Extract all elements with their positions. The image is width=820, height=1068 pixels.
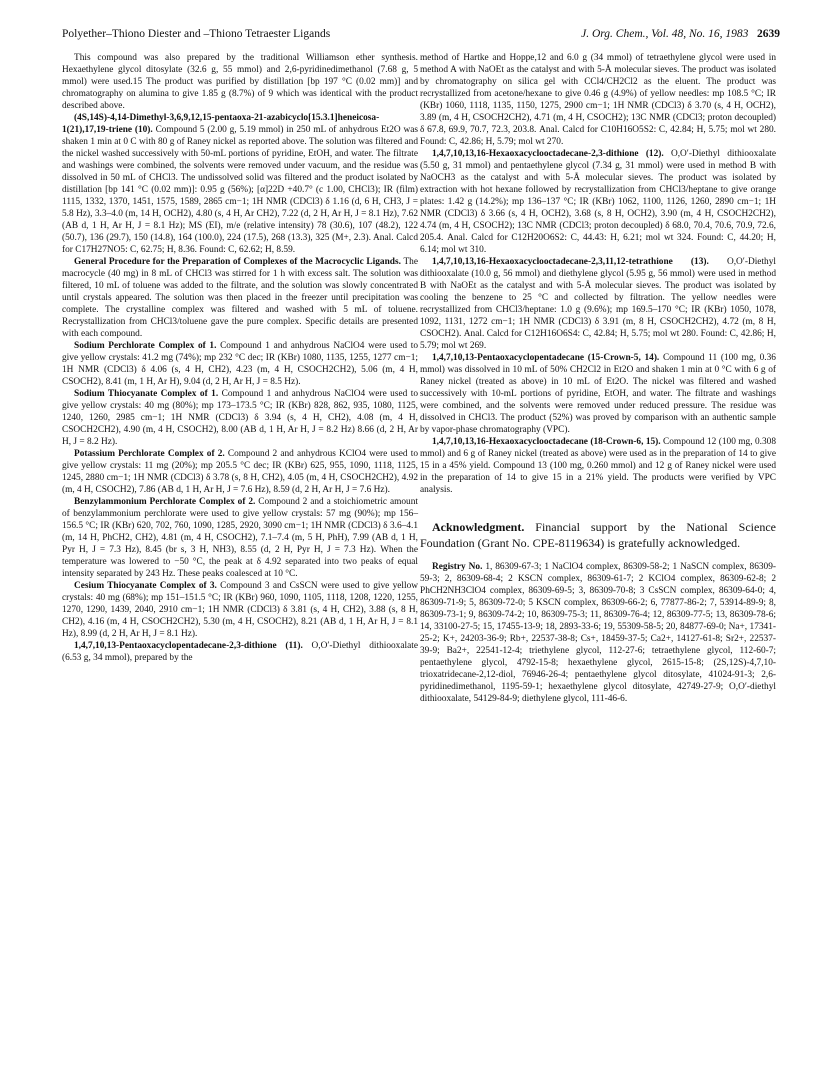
- paragraph: [62, 256, 418, 340]
- compound-heading: 1,4,7,10,13,16-Hexaoxacyclooctadecane-2,3-dithione (12).: [432, 149, 664, 159]
- paragraph-body: Compound 3 and CsSCN were used to give yellow crystals: 40 mg (68%); mp 151–151.5 °C; IR (KBr) 960, 1090, 1105, 1118, 1208, 1220, 1255, 1270, 1290, 1439, 2040, 2910 cm−1; 1H NMR (CDCl3) δ 3.81 (s, 4 H, CH2), 3.88 (s, 8 H, CH2), 4.16 (m, 4 H, CSOCH2CH2), 5.30 (m, 4 H, CSOCH2), 8.21 (AB d, 1 H, Ar H, J = 8.1 Hz), 8.99 (d, 2 H, Ar H, J = 8.1 Hz).: [62, 581, 418, 639]
- journal-citation: [581, 28, 780, 40]
- paragraph: [62, 640, 418, 664]
- right-column: [420, 52, 776, 705]
- journal-name: J. Org. Chem., Vol. 48, No. 16, 1983: [581, 28, 749, 40]
- registry-body: 1, 86309-67-3; 1 NaClO4 complex, 86309-58-2; 1 NaSCN complex, 86309-59-3; 2, 86309-68-4; 2 KSCN complex, 86309-61-7; 2 KClO4 complex, 86309-62-8; 2 PhCH2NH3ClO4 complex, 86309-69-5; 3, 86309-70-8; 3 CsSCN complex, 86309-64-0; 4, 86309-71-9; 5, 86309-72-0; 5 KSCN complex, 86309-66-2; 6, 77877-86-2; 7, 53914-89-9; 8, 86309-73-1; 9, 86309-74-2; 10, 86309-75-3; 11, 86309-76-4; 12, 86309-77-5; 13, 86309-78-6; 14, 33100-27-5; 15, 17455-13-9; 18, 2893-33-6; 19, 55309-58-5; 20, 84877-69-0; Na+, 17341-25-2; K+, 24203-36-9; Rb+, 22537-38-8; Cs+, 18459-37-5; Ca2+, 14127-61-8; Sr2+, 22537-39-9; Ba2+, 22541-12-4; triethylene glycol, 112-27-6; tetraethylene glycol, 112-60-7; pentaethylene glycol, 4792-15-8; hexaethylene glycol, 2615-15-8; (2S,12S)-4,7,10-trioxatridecane-2,12-diol, 76946-26-4; pentaethylene glycol ditosylate, 41024-91-3; 2,6-pyridinedimethanol, 1195-59-1; hexaethylene glycol ditosylate, 42749-27-9; O,O′-diethyl dithiooxalate, 54129-84-9; diethylene glycol, 111-46-6.: [420, 562, 776, 705]
- paragraph-body: Compound 2 and anhydrous KClO4 were used to give yellow crystals: 11 mg (20%); mp 205.5 °C dec; IR (KBr) 625, 955, 1090, 1118, 1125, 1245, 2880 cm−1; 1H NMR (CDCl3) δ 3.78 (s, 8 H, CH2), 4.05 (m, 4 H, CSOCH2CH2), 4.92 (m, 4 H, CSOCH2), 7.86 (AB d, 1 H, Ar H, J = 7.6 Hz), 8.59 (d, 2 H, Ar H, J = 7.6 Hz).: [62, 449, 418, 495]
- paragraph-body: Compound 11 (100 mg, 0.36 mmol) was dissolved in 10 mL of 50% CH2Cl2 in Et2O and shaken 1 min at 0 °C with 6 g of Raney nickel (treated as above) in 10 mL of Et2O. The nickel was filtered and washed successively with 10-mL portions of pyridine, EtOH, and water. The filtrate and washings were combined, and the solvents were removed under reduced pressure. The residue was dissolved in CHCl3. The product (52%) was proved by comparison with an authentic sample by vapor-phase chromatography (VPC).: [420, 353, 776, 435]
- complex-heading: Potassium Perchlorate Complex of 2.: [74, 449, 225, 459]
- registry-title: Registry No.: [432, 562, 483, 573]
- paragraph: [420, 148, 776, 256]
- complex-heading: Cesium Thiocyanate Complex of 3.: [74, 581, 217, 591]
- paragraph-body: Compound 1 and anhydrous NaClO4 were used to give yellow crystals: 41.2 mg (74%); mp 232 °C dec; IR (KBr) 1080, 1135, 1255, 1277 cm−1; 1H NMR (CDCl3) δ 4.06 (s, 4 H, CH2), 4.23 (m, 4 H, CSOCH2CH2), 5.06 (m, 4 H, CSOCH2), 8.41 (m, 1 H, Ar H), 9.04 (d, 2 H, Ar H, J = 8.5 Hz).: [62, 341, 418, 387]
- paragraph-body: The macrocycle (40 mg) in 8 mL of CHCl3 was stirred for 1 h with excess salt. The solution was filtered, 10 mL of toluene was added to the filtrate, and the solution was slowly concentrated until crystals appeared. The solution was then placed in the freezer until precipitation was complete. The crystalline complex was filtered and washed with 5 mL of toluene. Recrystallization from CHCl3/toluene gave the pure complex. Specific details are presented with each compound.: [62, 257, 418, 339]
- paragraph: This compound was also prepared by the traditional Williamson ether synthesis. Hexaethylene glycol ditosylate (32.6 g, 55 mmol) and 2,6-pyridinedimethanol (7.68 g, 5 mmol) were used.15 The product was purified by distillation [bp 197 °C (0.02 mm)] and chromatography on alumina to give 1.85 g (8.7%) of 9 which was identical with the product described above.: [62, 53, 418, 111]
- paragraph: [62, 340, 418, 388]
- complex-heading: Sodium Thiocyanate Complex of 1.: [74, 389, 219, 399]
- section-heading: General Procedure for the Preparation of Complexes of the Macrocyclic Ligands.: [74, 257, 401, 267]
- paragraph-body: O,O′-Diethyl dithiooxalate (5.50 g, 31 mmol) and pentaethylene glycol (7.34 g, 31 mmol) were used in method B with NaOCH3 as the catalyst and with 5-Å molecular sieves. The product was isolated by extraction with hot hexane followed by recrystallization from CHCl3/heptane to give orange plates: 1.42 g (14.2%); mp 136–137 °C; IR (KBr) 1062, 1100, 1126, 1260, 2890 cm−1; 1H NMR (CDCl3) δ 3.66 (s, 4 H, OCH2), 3.68 (s, 8 H, OCH2), 3.90 (m, 4 H, CSOCH2CH2), 4.74 (m, 4 H, CSOCH2); 13C NMR (CDCl3; proton decoupled) δ 68.0, 70.4, 70.6, 70.9, 72.6, 205.4. Anal. Calcd for C12H20O6S2: C, 44.43: H, 6.21; mol wt 324. Found: C, 44.20; H, 6.14; mol wt 310.: [420, 149, 776, 255]
- paragraph-body: O,O′-Diethyl dithiooxalate (6.53 g, 34 mmol), prepared by the: [62, 641, 418, 663]
- complex-heading: Sodium Perchlorate Complex of 1.: [74, 341, 217, 351]
- acknowledgment: [420, 520, 776, 551]
- compound-heading: 1,4,7,10,13,16-Hexaoxacyclooctadecane (18-Crown-6, 15).: [432, 437, 661, 447]
- paragraph-body: O,O′-Diethyl dithiooxalate (10.0 g, 56 mmol) and diethylene glycol (5.95 g, 56 mmol) were used in method B with NaOEt as the catalyst and with 5-Å molecular sieves. The product was isolated by cooling the benzene to 25 °C and collected by filtration. The yellow needles were recrystallized from CHCl3/heptane: 1.0 g (9.6%); mp 169.5–170 °C; IR (KBr) 1050, 1078, 1092, 1131, 1272 cm−1; 1H NMR (CDCl3) δ 3.91 (m, 8 H, CSOCH2CH2), 4.72 (m, 8 H, CSOCH2). Anal. Calcd for C12H16O6S4: C, 42.84; H, 5.75; mol wt 280. Found: C, 42.86; H, 5.79; mol wt 269.: [420, 257, 776, 351]
- paragraph-body: Compound 12 (100 mg, 0.308 mmol) and 6 g of Raney nickel (treated as above) were used as in the preparation of 14 to give 15 in a 45% yield. Compound 13 (100 mg, 0.260 mmol) and 12 g of Raney nickel were used in the preparation of 14 to give 15 in a 21% yield. The products were verified by VPC analysis.: [420, 437, 776, 495]
- paragraph: [62, 496, 418, 580]
- compound-heading: 1,4,7,10,13-Pentaoxacyclopentadecane-2,3-dithione (11).: [74, 641, 303, 651]
- acknowledgment-title: Acknowledgment.: [432, 520, 525, 534]
- compound-heading: 1,4,7,10,13,16-Hexaoxacyclooctadecane-2,3,11,12-tetrathione (13).: [432, 257, 709, 267]
- paragraph-body: Compound 5 (2.00 g, 5.19 mmol) in 250 mL of anhydrous Et2O was shaken 1 min at 0 C with 80 g of Raney nickel as reported above. The solution was filtered and the nickel washed successively with 50-mL portions of pyridine, EtOH, and water. The filtrate and washings were combined, the solvents were removed under vacuum, and the residue was dissolved in 50 mL of CHCl3. The undissolved solid was filtered and the product isolated by distillation [bp 141 °C (0.02 mm)]: 0.95 g (56%); [α]22D +40.7° (c 1.00, CHCl3); IR (film) 1115, 1332, 1370, 1451, 1575, 1589, 2865 cm−1; 1H NMR (CDCl3) δ 1.16 (d, 6 H, CH3, J = 5.8 Hz), 3.3–4.0 (m, 14 H, OCH2), 4.80 (s, 4 H, Ar CH2), 7.22 (d, 2 H, Ar H, J = 8.1 Hz), 7.62 (AB d, 1 H, Ar H, J = 8.1 Hz); MS (EI), m/e (relative intensity) 78 (30.6), 107 (48.2), 122 (50.7), 136 (29.7), 150 (14.8), 164 (100.0), 224 (17.5), 268 (13.3), 325 (M+, 2.3). Anal. Calcd for C17H27NO5: C, 62.75; H, 8.36. Found: C, 62.62; H, 8.59.: [62, 125, 418, 255]
- registry-numbers: [420, 561, 776, 705]
- paragraph: [420, 256, 776, 352]
- paragraph: method of Hartke and Hoppe,12 and 6.0 g (34 mmol) of tetraethylene glycol were used in method A with NaOEt as the catalyst and with 5-Å molecular sieves. The product was isolated by chromatography on silica gel with CCl4/CH2Cl2 as the eluent. The product was recrystallized from acetone/hexane to give 0.46 g (4.9%) of yellow needles: mp 108.5 °C; IR (KBr) 1060, 1118, 1135, 1150, 1275, 2900 cm−1; 1H NMR (CDCl3) δ 3.70 (s, 4 H, OCH2), 3.89 (m, 4 H, CSOCH2CH2), 4.71 (m, 4 H, CSOCH2); 13C NMR (CDCl3; proton decoupled) δ 67.8, 69.9, 70.7, 72.3, 203.8. Anal. Calcd for C10H16O5S2: C, 42.84; H, 5.75; mol wt 280. Found: C, 42.86; H, 5.79; mol wt 270.: [420, 53, 776, 147]
- running-header: [62, 28, 780, 40]
- complex-heading: Benzylammonium Perchlorate Complex of 2.: [74, 497, 256, 507]
- paragraph: [420, 352, 776, 436]
- paragraph: [62, 112, 418, 256]
- acknowledgment-body: Financial support by the National Science Foundation (Grant No. CPE-8119634) is gratefully acknowledged.: [420, 520, 776, 550]
- paragraph: [62, 580, 418, 640]
- paragraph: [62, 448, 418, 496]
- compound-heading: 1,4,7,10,13-Pentaoxacyclopentadecane (15-Crown-5, 14).: [432, 353, 660, 363]
- page-number: 2639: [757, 28, 780, 40]
- compound-heading: (4S,14S)-4,14-Dimethyl-3,6,9,12,15-pentaoxa-21-azabicyclo[15.3.1]heneicosa-1(21),17,19-triene (10).: [62, 113, 380, 135]
- running-title: Polyether–Thiono Diester and –Thiono Tetraester Ligands: [62, 28, 331, 40]
- paragraph: [62, 388, 418, 448]
- paragraph-body: Compound 2 and a stoichiometric amount of benzylammonium perchlorate were used to give yellow crystals: 57 mg (90%); mp 156–156.5 °C; IR (KBr) 620, 702, 760, 1090, 1285, 2920, 3090 cm−1; 1H NMR (CDCl3) δ 3.6–4.1 (m, 14 H, PhCH2, CH2), 4.81 (m, 4 H, CSOCH2), 7.1–7.4 (m, 5 H, PhH), 7.99 (AB d, 1 H, Pyr H, J = 7.3 Hz), 8.45 (br s, 3 H, NH3), 8.55 (d, 2 H, Pyr H, J = 7.3 Hz). When the temperature was lowered to −50 °C, the peak at δ 4.92 separated into two peaks of equal intensity separated by 243 Hz. These peaks coalesced at 10 °C.: [62, 497, 418, 579]
- paragraph: [420, 436, 776, 496]
- paragraph-body: Compound 1 and anhydrous NaClO4 were used to give yellow crystals: 40 mg (80%); mp 173–173.5 °C; IR (KBr) 828, 862, 935, 1080, 1125, 1240, 1260, 2985 cm−1; 1H NMR (CDCl3) δ 3.94 (s, 4 H, CH2), 4.08 (m, 4 H, CSOCH2CH2), 4.90 (m, 4 H, CSOCH2), 8.00 (AB d, 1 H, Ar H, J = 8.2 Hz) 8.66 (d, 2 H, Ar H, J = 8.2 Hz).: [62, 389, 418, 447]
- left-column: [62, 52, 418, 664]
